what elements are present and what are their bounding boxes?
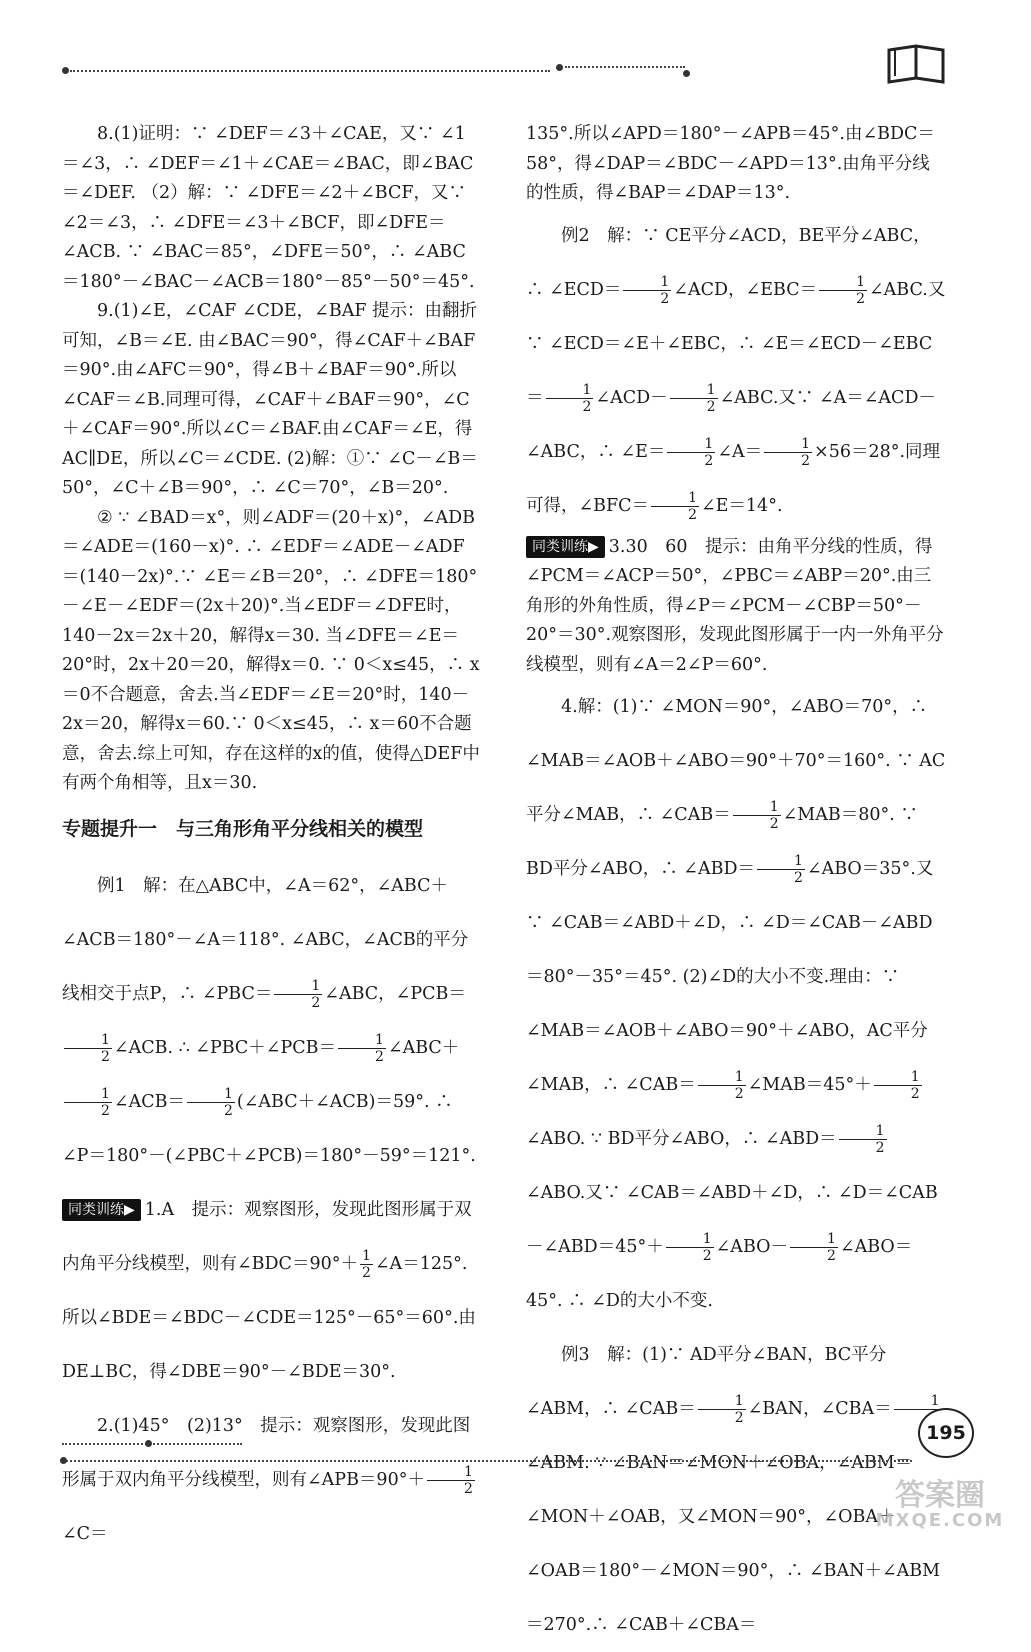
ex2-text-b: ∠ACD，∠EBC＝ (673, 279, 818, 300)
footer-rule-lower (62, 1460, 912, 1462)
ex1-text-b: ∠ABC，∠PCB＝ (324, 983, 466, 1004)
ex2-text-g: ×56＝28°.同理可得，∠BFC＝ (526, 441, 941, 516)
training-1 (62, 1183, 480, 1399)
ex1-text-d: ∠ABC＋ (387, 1037, 460, 1058)
solution-9-part2: ② ∵ ∠BAD＝x°，则∠ADF＝(20＋x)°，∠ADB＝∠ADE＝(160－x)°. ∴ ∠EDF＝∠ADE－∠ADF＝(140－2x)°.∵ ∠E＝∠B＝20°，∴ ∠DFE＝180°－∠E－∠EDF＝(2x＋20)°.当∠EDF＝∠DFE时，140－2x＝2x＋20，解得x＝30. 当∠DFE＝∠E＝20°时，2x＋20＝20，解得x＝0. ∵ 0＜x≤45，∴ x＝0不合题意，舍去.当∠EDF＝∠E＝20°时，140－2x＝20，解得x＝60.∵ 0＜x≤45，∴ x＝60不合题意，舍去.综上可知，存在这样的x的值，使得△DEF中有两个角相等，且x＝30. (62, 507, 480, 793)
header-rule (70, 70, 550, 72)
t4-text-g: ∠ABO－ (715, 1237, 788, 1257)
fraction-half: $\frac{1}{2}$ (667, 436, 715, 469)
fraction-half: $\frac{1}{2}$ (790, 1231, 838, 1264)
fraction-half: $\frac{1}{2}$ (819, 274, 867, 307)
section-heading: 专题提升一 与三角形角平分线相关的模型 (62, 817, 424, 840)
example-1 (62, 859, 480, 1183)
watermark-logo (860, 1470, 1020, 1530)
book-icon (885, 40, 947, 86)
t2-text-b: ∠C＝ (62, 1523, 108, 1544)
fraction-half: $\frac{1}{2}$ (64, 1032, 112, 1065)
fraction-half: $\frac{1}{2}$ (839, 1123, 887, 1156)
fraction-half: 1 (894, 1393, 942, 1426)
left-column (62, 120, 480, 1561)
fraction-half: $\frac{1}{2}$ (64, 1086, 112, 1119)
ex2-text-c: ∠ABC.又∵ ∠ECD＝∠E＋∠EBC，∴ ∠E＝∠ECD－∠EBC＝ (526, 279, 946, 408)
fraction-half: $\frac{1}{2}$ (733, 799, 781, 832)
t4-text-h: ∠ABO＝45°. ∴ ∠D的大小不变. (526, 1237, 913, 1311)
fraction-half: $\frac{1}{2}$ (670, 382, 718, 415)
t1-text-a: 1.A 提示：观察图形，发现此图形属于双内角平分线模型，则有∠BDC＝90°＋ (62, 1199, 472, 1274)
example-2 (526, 209, 946, 533)
header-rule-right (565, 66, 685, 68)
fraction-half: $\frac{1}{2}$ (764, 436, 812, 469)
t4-text-a: 4.解：(1)∵ ∠MON＝90°，∠ABO＝70°，∴ ∠MAB＝∠AOB＋∠ABO＝90°＋70°＝160°. ∵ AC平分∠MAB，∴ ∠CAB＝ (526, 697, 946, 825)
ex3-text-c: ∠ABM. ∵ ∠BAN＝∠MON＋∠OBA，∠ABM＝∠MON＋∠OAB，又∠MON＝90°，∠OBA＋∠OAB＝180°－∠MON＝90°，∴ ∠BAN＋∠ABM＝270°.∴ ∠CAB＋∠CBA＝ (526, 1453, 941, 1635)
training-2-continued: 135°.所以∠APD＝180°－∠APB＝45°.由∠BDC＝58°，得∠DAP＝∠BDC－∠APD＝13°.由角平分线的性质，得∠BAP＝∠DAP＝13°. (526, 124, 935, 203)
training-badge: 同类训练▶ (62, 1199, 141, 1221)
fraction-half: $\frac{1}{2}$ (623, 274, 671, 307)
watermark-top: 答案圈 (895, 1478, 985, 1513)
footer-dot (145, 1440, 152, 1447)
fraction-half: $\frac{1}{2}$ (698, 1393, 746, 1426)
fraction-half: $\frac{1}{2}$ (361, 1247, 371, 1281)
t2-text-a: 2.(1)45° (2)13° 提示：观察图形，发现此图形属于双内角平分线模型，则有∠APB＝90°＋ (62, 1415, 471, 1490)
t4-text-f: ∠ABO.又∵ ∠CAB＝∠ABD＋∠D，∴ ∠D＝∠CAB－∠ABD＝45°＋ (526, 1183, 938, 1257)
fraction-half: $\frac{1}{2}$ (874, 1069, 922, 1102)
t4-text-b: ∠MAB＝80°. ∵ BD平分∠ABO，∴ ∠ABD＝ (526, 805, 918, 879)
header-dot-mid (556, 64, 563, 71)
ex2-text-f: ∠A＝ (717, 441, 763, 462)
training-2 (62, 1399, 480, 1561)
footer-dot-left (60, 1457, 67, 1464)
fraction-half: $\frac{1}{2}$ (757, 853, 805, 886)
ex2-text-h: ∠E＝14°. (700, 495, 783, 516)
training-4 (526, 680, 946, 1328)
ex1-text-f: (∠ABC＋∠ACB)＝59°. ∴ ∠P＝180°－(∠PBC＋∠PCB)＝180°－59°＝121°. (62, 1091, 476, 1166)
ex2-text-a: 例2 解：∵ CE平分∠ACD，BE平分∠ABC，∴ ∠ECD＝ (526, 225, 931, 300)
t4-text-d: ∠MAB＝45°＋ (747, 1075, 872, 1095)
ex2-text-d: ∠ACD－ (595, 387, 668, 408)
t1-text-b: ∠A＝125°.所以∠BDE＝∠BDC－∠CDE＝125°－65°＝60°.由DE⊥BC，得∠DBE＝90°－∠BDE＝30°. (62, 1253, 476, 1382)
header-dot-right (683, 70, 690, 77)
t3-text: 3.30 60 提示：由角平分线的性质，得∠PCM＝∠ACP＝50°，∠PBC＝∠ABP＝20°.由三角形的外角性质，得∠P＝∠PCM－∠CBP＝50°－20°＝30°.观察图形，发现此图形属于一内一外角平分线模型，则有∠A＝2∠P＝60°. (526, 536, 944, 675)
ex3-text-a: 例3 解：(1)∵ AD平分∠BAN，BC平分∠ABM，∴ ∠CAB＝ (526, 1345, 887, 1419)
fraction-half: $\frac{1}{2}$ (546, 382, 594, 415)
fraction-half: $\frac{1}{2}$ (274, 978, 322, 1011)
ex1-text-a: 例1 解：在△ABC中，∠A＝62°，∠ABC＋∠ACB＝180°－∠A＝118°. ∠ABC，∠ACB的平分线相交于点P，∴ ∠PBC＝ (62, 875, 469, 1004)
fraction-half: $\frac{1}{2}$ (338, 1032, 386, 1065)
training-3 (526, 533, 946, 681)
t4-text-c: ∠ABO＝35°.又∵ ∠CAB＝∠ABD＋∠D，∴ ∠D＝∠CAB－∠ABD＝80°－35°＝45°. (2)∠D的大小不变.理由：∵ ∠MAB＝∠AOB＋∠ABO＝90°＋∠ABO，AC平分∠MAB，∴ ∠CAB＝ (526, 859, 934, 1095)
fraction-half: $\frac{1}{2}$ (187, 1086, 235, 1119)
footer-rule-upper (62, 1443, 242, 1445)
fraction-half: $\frac{1}{2}$ (651, 490, 699, 523)
training-badge: 同类训练▶ (526, 536, 605, 558)
ex2-text-e: ∠ABC.又∵ ∠A＝∠ACD－∠ABC，∴ ∠E＝ (526, 387, 936, 462)
fraction-half: $\frac{1}{2}$ (698, 1069, 746, 1102)
t4-text-e: ∠ABO. ∵ BD平分∠ABO，∴ ∠ABD＝ (526, 1129, 837, 1149)
fraction-half: $\frac{1}{2}$ (427, 1464, 475, 1497)
watermark-bottom: MXQE.COM (875, 1510, 1005, 1531)
fraction-half: $\frac{1}{2}$ (666, 1231, 714, 1264)
ex1-text-c: ∠ACB. ∴ ∠PBC＋∠PCB＝ (113, 1037, 336, 1058)
page-number: 195 (918, 1408, 974, 1458)
ex3-text-b: ∠BAN，∠CBA＝ (747, 1399, 892, 1419)
header-dot-left (62, 67, 69, 74)
right-column (526, 120, 946, 1652)
solution-9-part1: 9.(1)∠E，∠CAF ∠CDE，∠BAF 提示：由翻折可知，∠B＝∠E. 由∠BAC＝90°，得∠CAF＋∠BAF＝90°.由∠AFC＝90°，得∠B＋∠BAF＝90°.所以∠CAF＝∠B.同理可得，∠CAF＋∠BAF＝90°，∠C＋∠CAF＝90°.所以∠C＝∠BAF.由∠CAF＝∠E，得AC∥DE，所以∠C＝∠CDE. (2)解：①∵ ∠C－∠B＝50°，∠C＋∠B＝90°，∴ ∠C＝70°，∠B＝20°. (62, 301, 478, 498)
ex1-text-e: ∠ACB＝ (113, 1091, 185, 1112)
solution-8: 8.(1)证明：∵ ∠DEF＝∠3＋∠CAE，又∵ ∠1＝∠3，∴ ∠DEF＝∠1＋∠CAE＝∠BAC，即∠BAC＝∠DEF. （2）解：∵ ∠DFE＝∠2＋∠BCF，又∵ ∠2＝∠3，∴ ∠DFE＝∠3＋∠BCF，即∠DFE＝∠ACB. ∵ ∠BAC＝85°，∠DFE＝50°，∴ ∠ABC＝180°－∠BAC－∠ACB＝180°－85°－50°＝45°. (62, 124, 475, 292)
